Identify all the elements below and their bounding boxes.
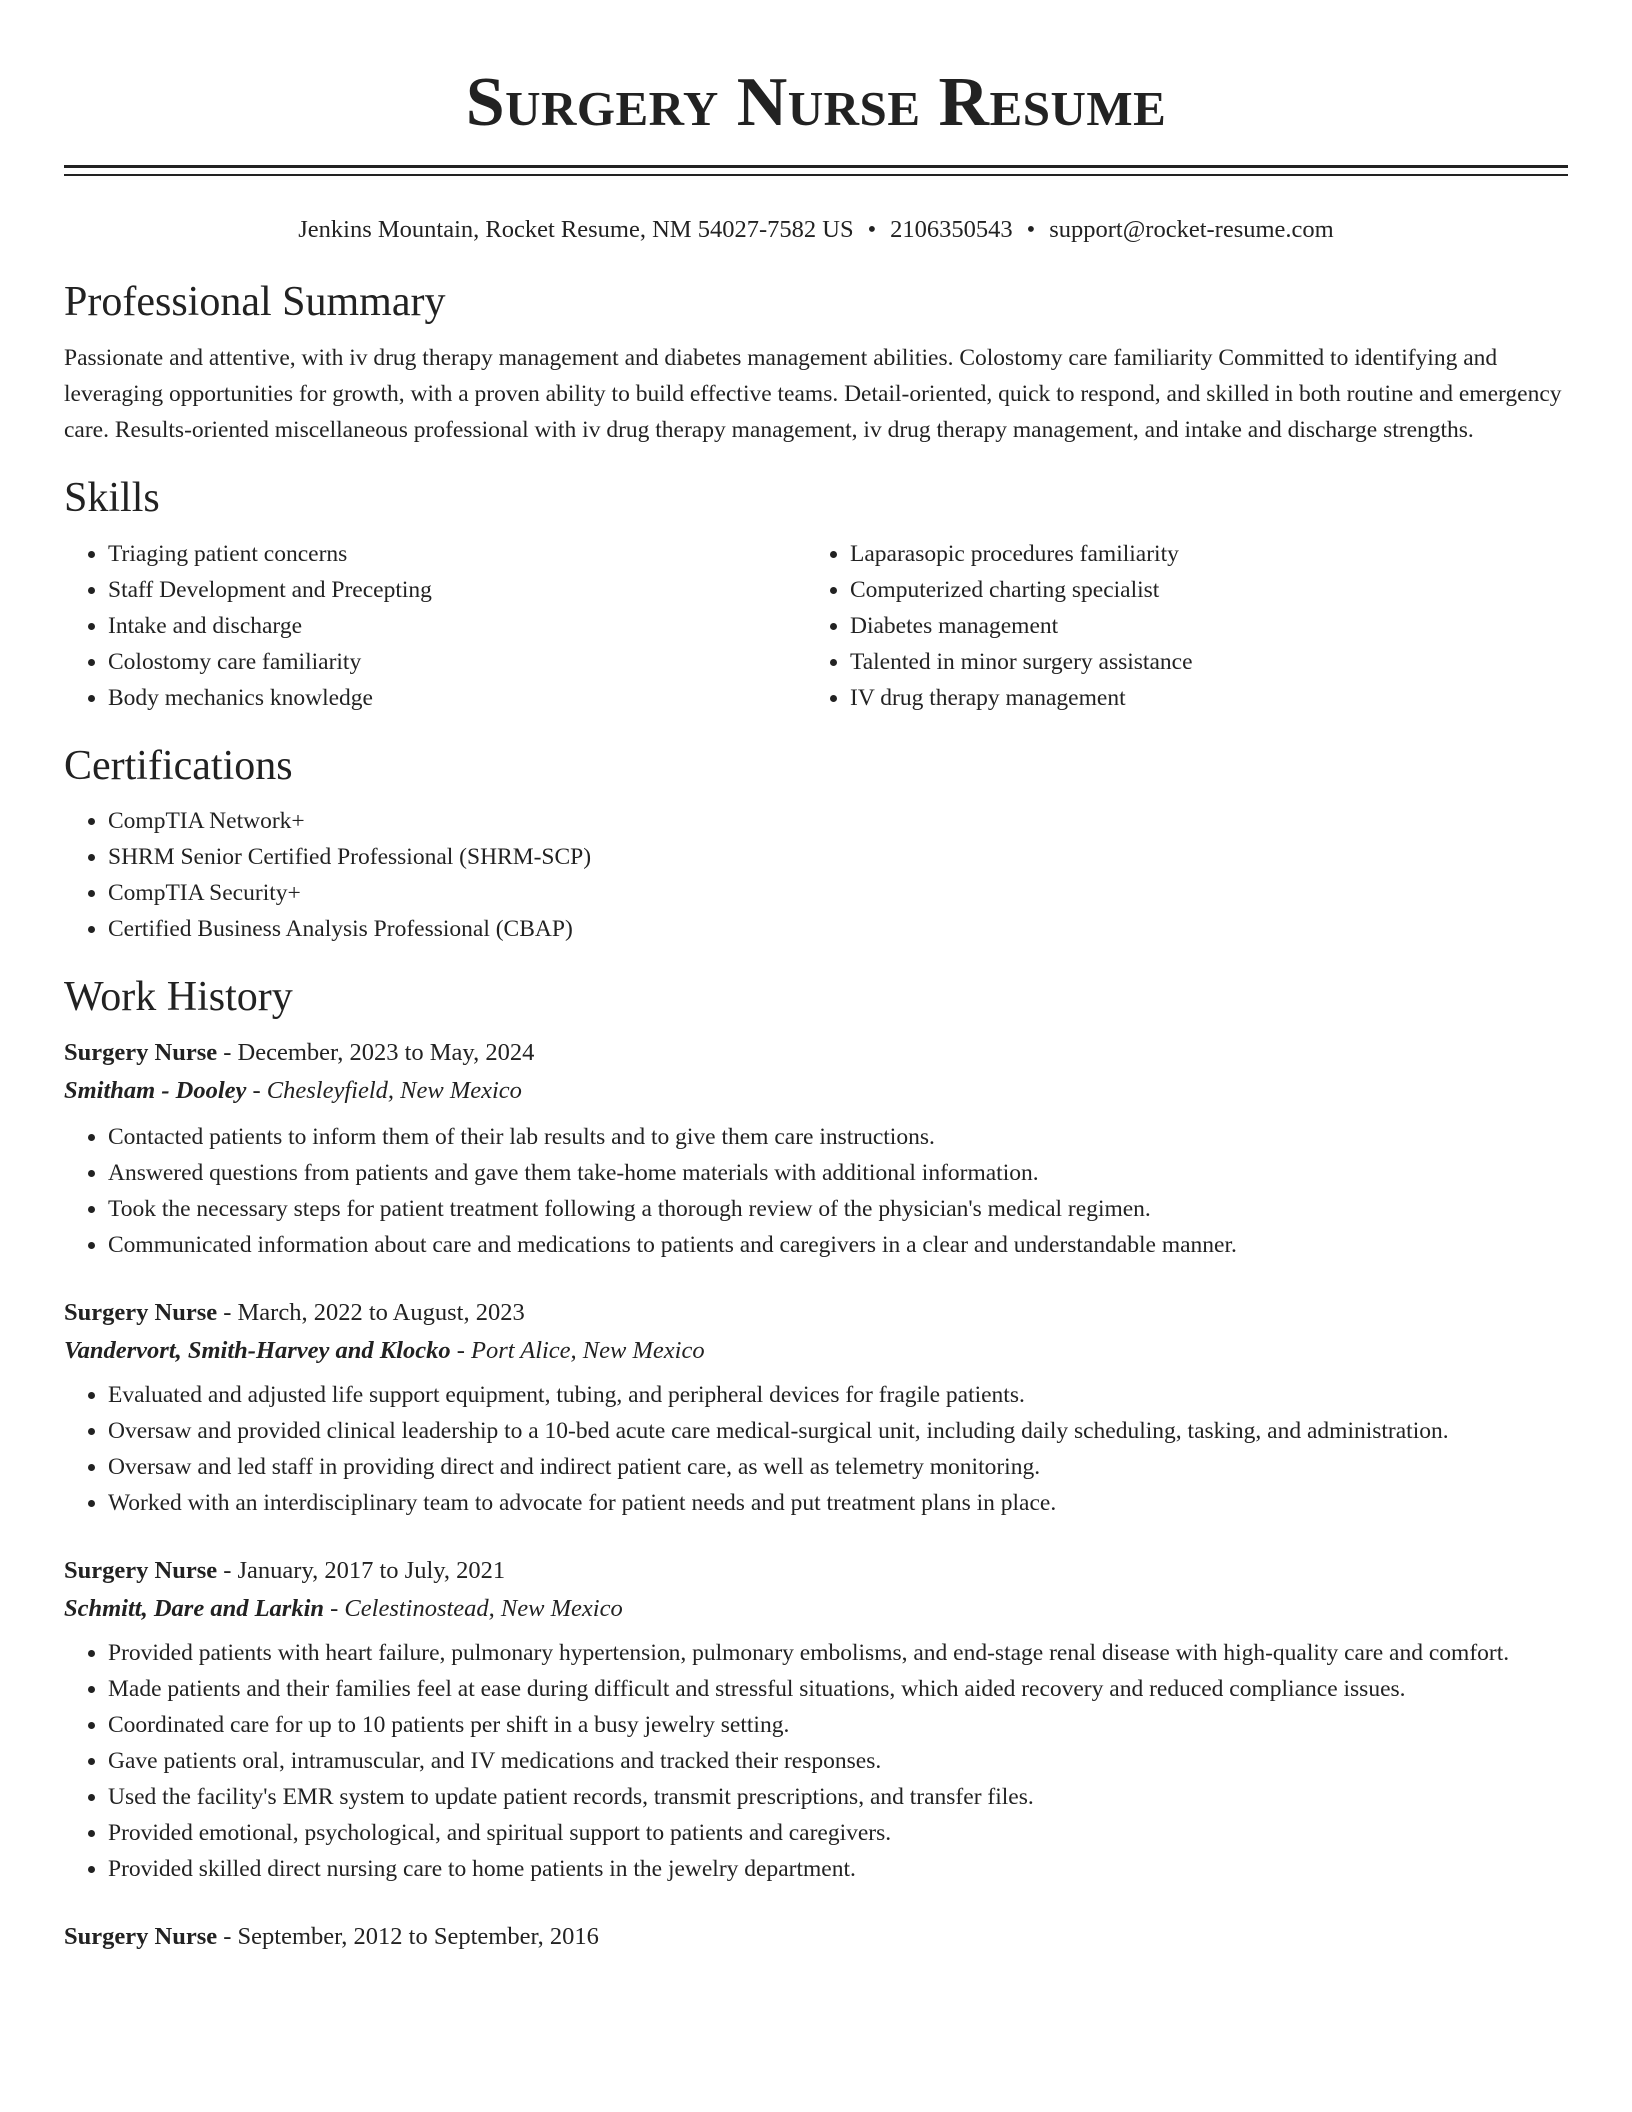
skills-list-right [806, 536, 1548, 716]
job-company-line [64, 1071, 1568, 1111]
job-dates: - December, 2023 to May, 2024 [217, 1038, 535, 1066]
job-title: Surgery Nurse [64, 1038, 218, 1066]
job-title-line [64, 1553, 1568, 1589]
resume-title: Surgery Nurse Resume [465, 64, 1167, 141]
job-bullet: • Coordinated care for up to 10 patients per shift in a busy jewelry setting. [108, 1707, 1568, 1743]
summary-text: Passionate and attentive, with iv drug therapy management and diabetes management abilities. Colostomy care familiarity Committed to identifying and leveraging opportunities for growth, with a proven ability to build effective teams. Detail-oriented, quick to respond, and skilled in both routine and emergency care. Results-oriented miscellaneous professional with iv drug therapy management, iv drug therapy management, and intake and discharge strengths. [64, 345, 1562, 444]
skill-item: • Triaging patient concerns [108, 536, 806, 572]
job-bullet: • Answered questions from patients and gave them take-home materials with additional information. [108, 1155, 1568, 1191]
job-company: Vandervort, Smith-Harvey and Klocko [64, 1336, 451, 1364]
skill-item: • IV drug therapy management [850, 680, 1548, 716]
job-title-line [64, 1295, 1568, 1331]
job-bullet: • Took the necessary steps for patient treatment following a thorough review of the physician's medical regimen. [108, 1191, 1568, 1227]
job-company: Schmitt, Dare and Larkin [64, 1594, 325, 1622]
job-bullet: • Worked with an interdisciplinary team to advocate for patient needs and put treatment plans in place. [108, 1485, 1568, 1521]
skill-item: • Talented in minor surgery assistance [850, 644, 1548, 680]
job-entry [64, 1919, 1568, 1955]
job-entry [64, 1295, 1568, 1521]
job-bullet: • Provided skilled direct nursing care to home patients in the jewelry department. [108, 1851, 1568, 1887]
job-dates: - January, 2017 to July, 2021 [217, 1556, 506, 1584]
skills-columns [64, 536, 1568, 716]
contact-line [64, 213, 1568, 247]
job-bullet: • Used the facility's EMR system to update patient records, transmit prescriptions, and transfer files. [108, 1779, 1568, 1815]
job-location: - Port Alice, New Mexico [450, 1336, 705, 1364]
job-bullets [64, 1377, 1568, 1521]
job-title: Surgery Nurse [64, 1922, 218, 1950]
job-title: Surgery Nurse [64, 1556, 218, 1584]
certification-item: • CompTIA Network+ [108, 803, 1568, 839]
skills-column-left [64, 536, 806, 716]
certification-item: • Certified Business Analysis Professional (CBAP) [108, 911, 1568, 947]
skill-item: • Laparasopic procedures familiarity [850, 536, 1548, 572]
skills-heading: Skills [64, 475, 160, 522]
skill-item: • Diabetes management [850, 608, 1548, 644]
resume-page [64, 0, 1568, 1955]
skills-column-right [806, 536, 1548, 716]
job-company: Smitham - Dooley [64, 1076, 247, 1104]
job-bullet: • Communicated information about care and medications to patients and caregivers in a clear and understandable manner. [108, 1227, 1568, 1263]
certifications-heading: Certifications [64, 742, 293, 789]
contact-email: support@rocket-resume.com [1049, 216, 1334, 243]
job-title: Surgery Nurse [64, 1298, 218, 1326]
job-bullet: • Oversaw and led staff in providing direct and indirect patient care, as well as telemetry monitoring. [108, 1449, 1568, 1485]
skill-item: • Colostomy care familiarity [108, 644, 806, 680]
title-rule-top [64, 165, 1568, 168]
summary-heading: Professional Summary [64, 279, 446, 325]
job-bullets [64, 1635, 1568, 1887]
job-bullet: • Made patients and their families feel at ease during difficult and stressful situations, which aided recovery and reduced compliance issues. [108, 1671, 1568, 1707]
job-bullet: • Oversaw and provided clinical leadership to a 10-bed acute care medical-surgical unit, including daily scheduling, tasking, and administration. [108, 1413, 1568, 1449]
job-company-line [64, 1331, 1568, 1371]
job-bullet: • Provided emotional, psychological, and spiritual support to patients and caregivers. [108, 1815, 1568, 1851]
job-entry [64, 1553, 1568, 1887]
certification-item: • SHRM Senior Certified Professional (SHRM-SCP) [108, 839, 1568, 875]
job-dates: - March, 2022 to August, 2023 [217, 1298, 525, 1326]
contact-address: Jenkins Mountain, Rocket Resume, NM 54027-7582 US [298, 216, 854, 243]
job-bullet: • Contacted patients to inform them of their lab results and to give them care instructions. [108, 1119, 1568, 1155]
job-dates: - September, 2012 to September, 2016 [217, 1922, 599, 1950]
job-title-line [64, 1919, 1568, 1955]
job-bullet: • Gave patients oral, intramuscular, and IV medications and tracked their responses. [108, 1743, 1568, 1779]
job-location: - Celestinostead, New Mexico [324, 1594, 623, 1622]
job-entry [64, 1035, 1568, 1263]
certification-item: • CompTIA Security+ [108, 875, 1568, 911]
job-bullet: • Provided patients with heart failure, pulmonary hypertension, pulmonary embolisms, and end-stage renal disease with high-quality care and comfort. [108, 1635, 1568, 1671]
skills-list-left [64, 536, 806, 716]
contact-phone: 2106350543 [890, 216, 1013, 243]
skill-item: • Staff Development and Precepting [108, 572, 806, 608]
job-bullet: • Evaluated and adjusted life support equipment, tubing, and peripheral devices for fragile patients. [108, 1377, 1568, 1413]
contact-separator: • [1026, 216, 1036, 243]
job-bullets [64, 1119, 1568, 1263]
certifications-list [64, 803, 1568, 947]
contact-separator: • [867, 216, 877, 243]
skill-item: • Intake and discharge [108, 608, 806, 644]
job-title-line [64, 1035, 1568, 1071]
title-rule-bottom [64, 174, 1568, 176]
skill-item: • Computerized charting specialist [850, 572, 1548, 608]
job-location: - Chesleyfield, New Mexico [246, 1076, 522, 1104]
skill-item: • Body mechanics knowledge [108, 680, 806, 716]
job-company-line [64, 1589, 1568, 1629]
work-history-heading: Work History [64, 974, 293, 1021]
